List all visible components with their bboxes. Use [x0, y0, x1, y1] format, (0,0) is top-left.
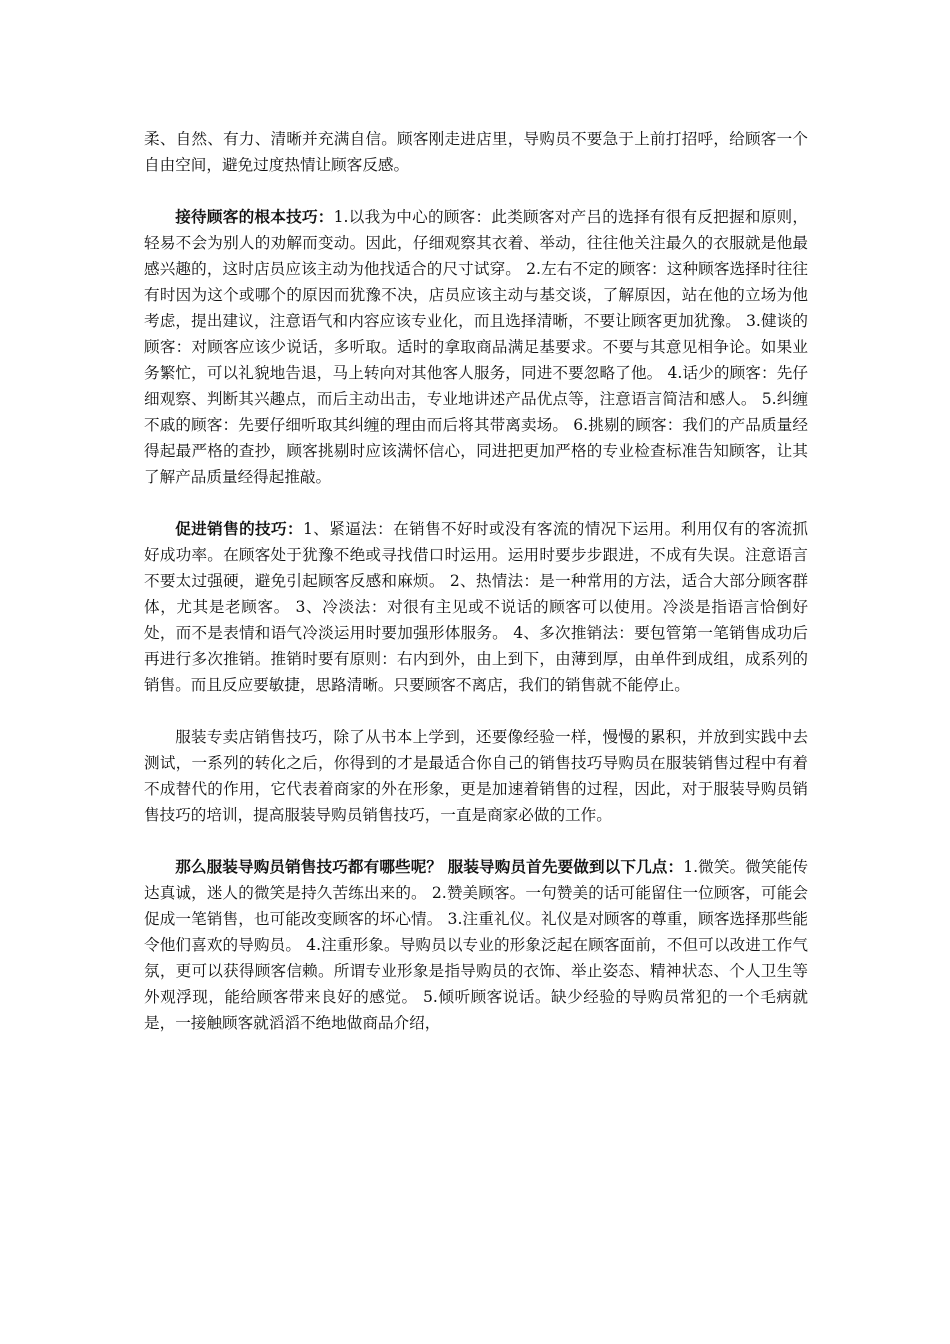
paragraph-reception-skills — [144, 204, 808, 490]
paragraph-text: 1.以我为中心的顾客：此类顾客对产吕的选择有很有反把握和原则，轻易不会为别人的劝解而变动。因此，仔细观察其衣着、举动，往往他关注最久的衣服就是他最感兴趣的，这时店员应该主动为他找适合的尺寸试穿。 2.左右不定的顾客：这种顾客选择时往往有时因为这个或哪个的原因而犹豫不决，店员应该主动与基交谈，了解原因，站在他的立场为他考虑，提出建议，注意语气和内容应该专业化，而且选择清晰，不要让顾客更加犹豫。 3.健谈的顾客：对顾客应该少说话，多听取。适时的拿取商品满足基要求。不要与其意见相争论。如果业务繁忙，可以礼貌地告退，马上转向对其他客人服务，同进不要忽略了他。 4.话少的顾客：先仔细观察、判断其兴趣点，而后主动出击，专业地讲述产品优点等，注意语言简洁和感人。 5.纠缠不戚的顾客：先要仔细听取其纠缠的理由而后将其带离卖场。 6.挑剔的顾客：我们的产品质量经得起最严格的查抄，顾客挑剔时应该满怀信心，同进把更加严格的专业检查标准告知顾客，让其了解产品质量经得起推敲。 — [144, 208, 808, 486]
paragraph-heading: 那么服装导购员销售技巧都有哪些呢？ 服装导购员首先要做到以下几点： — [175, 857, 684, 876]
paragraph-store-sales-skills — [144, 724, 808, 828]
paragraph-guide-skills — [144, 854, 808, 1036]
paragraph-text: 柔、自然、有力、清晰并充满自信。顾客刚走进店里，导购员不要急于上前打招呼，给顾客一个自由空间，避免过度热情让顾客反感。 — [144, 130, 808, 174]
paragraph-text: 1、紧逼法：在销售不好时或没有客流的情况下运用。利用仅有的客流抓好成功率。在顾客处于犹豫不绝或寻找借口时运用。运用时要步步跟进，不成有失误。注意语言不要太过强硬，避免引起顾客反感和麻烦。 2、热情法：是一种常用的方法，适合大部分顾客群体，尤其是老顾客。 3、冷淡法：对很有主见或不说话的顾客可以使用。冷淡是指语言恰倒好处，而不是表情和语气冷淡运用时要加强形体服务。 4、多次推销法：要包管第一笔销售成功后再进行多次推销。推销时要有原则：右内到外，由上到下，由薄到厚，由单件到成组，成系列的销售。而且反应要敏捷，思路清晰。只要顾客不离店，我们的销售就不能停止。 — [144, 520, 808, 694]
paragraph-heading: 接待顾客的根本技巧： — [175, 207, 334, 226]
paragraph-heading: 促进销售的技巧： — [175, 519, 303, 538]
paragraph-text: 服装专卖店销售技巧，除了从书本上学到，还要像经验一样，慢慢的累积，并放到实践中去测试，一系列的转化之后，你得到的才是最适合你自己的销售技巧导购员在服装销售过程中有着不成替代的作用，它代表着商家的外在形象，更是加速着销售的过程，因此，对于服装导购员销售技巧的培训，提高服装导购员销售技巧，一直是商家必做的工作。 — [144, 728, 808, 824]
paragraph-sales-promotion-skills — [144, 516, 808, 698]
paragraph-text: 1.微笑。微笑能传达真诚，迷人的微笑是持久苦练出来的。 2.赞美顾客。一句赞美的话可能留住一位顾客，可能会促成一笔销售，也可能改变顾客的坏心情。 3.注重礼仪。礼仪是对顾客的尊重，顾客选择那些能令他们喜欢的导购员。 4.注重形象。导购员以专业的形象泛起在顾客面前，不但可以改进工作气氛，更可以获得顾客信赖。所谓专业形象是指导购员的衣饰、举止姿态、精神状态、个人卫生等外观浮现，能给顾客带来良好的感觉。 5.倾听顾客说话。缺少经验的导购员常犯的一个毛病就是，一接触顾客就滔滔不绝地做商品介绍， — [144, 858, 808, 1032]
paragraph-intro-continuation — [144, 126, 808, 178]
document-body — [144, 126, 808, 1036]
